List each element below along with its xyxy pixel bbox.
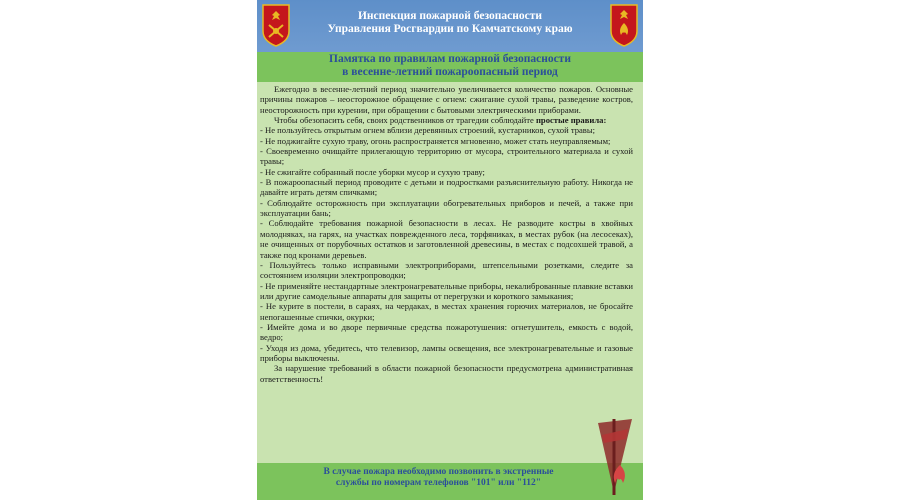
- rule-item: - Своевременно очищайте прилегающую территорию от мусора, строительного материала и сухой травы;: [260, 146, 633, 167]
- memo-body: [260, 84, 633, 384]
- closing-paragraph: За нарушение требований в области пожарной безопасности предусмотрена административная ответственность!: [260, 363, 633, 384]
- rule-item: - Уходя из дома, убедитесь, что телевизор, лампы освещения, все электронагревательные и газовые приборы выключены.: [260, 342, 633, 363]
- rule-item: - Соблюдайте требования пожарной безопасности в лесах. Не разводите костры в хвойных молодняках, на гарях, на участках поврежденного леса, торфяниках, в местах рубок (на лесосеках), не очищенных от порубочных остатков и заготовленной древесины, в местах с подсохшей травой, а также под кронами деревьев.: [260, 218, 633, 260]
- memo-title: [257, 53, 643, 79]
- rule-item: - Не курите в постели, в сараях, на чердаках, в местах хранения горючих материалов, не бросайте непогашенные спички, окурки;: [260, 301, 633, 322]
- header-title: [297, 10, 603, 36]
- rule-item: - Не применяйте нестандартные электронагревательные приборы, некалиброванные плавкие вставки или другие самодельные аппараты для защиты от перегрузки и короткого замыкания;: [260, 280, 633, 301]
- rule-item: - В пожароопасный период проводите с детьми и подростками разъяснительную работу. Никогда не давайте играть детям спичками;: [260, 177, 633, 198]
- emergency-line-1: В случае пожара необходимо позвонить в экстренные: [323, 467, 554, 477]
- poster-subheader: [257, 52, 643, 82]
- fire-axe-logo-icon: [592, 415, 640, 497]
- rules-lead-bold: простые правила:: [535, 115, 607, 126]
- rules-lead-paragraph: [260, 115, 633, 125]
- memo-title-line-2: в весенне-летний пожароопасный период: [342, 66, 558, 78]
- rosgvardia-emblem-icon: [261, 3, 291, 47]
- rule-item: - Не поджигайте сухую траву, огонь распространяется мгновенно, может стать неуправляемым;: [260, 135, 611, 146]
- fire-inspection-emblem-icon: [609, 3, 639, 47]
- rule-item: - Пользуйтесь только исправными электроприборами, штепсельными розетками, следите за состоянием изоляции электропроводки;: [260, 259, 633, 281]
- poster-footer: [257, 463, 643, 500]
- header-line-2: Управления Росгвардии по Камчатскому краю: [327, 23, 573, 35]
- poster-header: [257, 0, 643, 52]
- rule-item: - Имейте дома и во дворе первичные средства пожаротушения: огнетушитель, емкость с водой, ведро;: [260, 321, 633, 343]
- rule-item: - Не пользуйтесь открытым огнем вблизи деревянных строений, кустарников, сухой травы;: [260, 125, 596, 136]
- emergency-call-notice: [257, 467, 620, 489]
- memo-title-line-1: Памятка по правилам пожарной безопасности: [329, 53, 571, 65]
- rule-item: - Не сжигайте собранный после уборки мусор и сухую траву;: [260, 166, 485, 177]
- rule-item: - Соблюдайте осторожность при эксплуатации обогревательных приборов и печей, а также при эксплуатации бань;: [260, 197, 633, 219]
- emergency-line-2: службы по номерам телефонов "101" или "112": [335, 478, 542, 488]
- fire-safety-poster: [257, 0, 643, 500]
- intro-paragraph: Ежегодно в весенне-летний период значительно увеличивается количество пожаров. Основные причины пожаров – неосторожное обращение с огнем: сжигание сухой травы, разведение костров, неосторожность при курении, при обращении с бытовыми электрическими приборами.: [260, 84, 633, 115]
- header-line-1: Инспекция пожарной безопасности: [357, 10, 543, 22]
- rules-lead-text: Чтобы обезопасить себя, своих родственников от трагедии соблюдайте: [274, 115, 536, 126]
